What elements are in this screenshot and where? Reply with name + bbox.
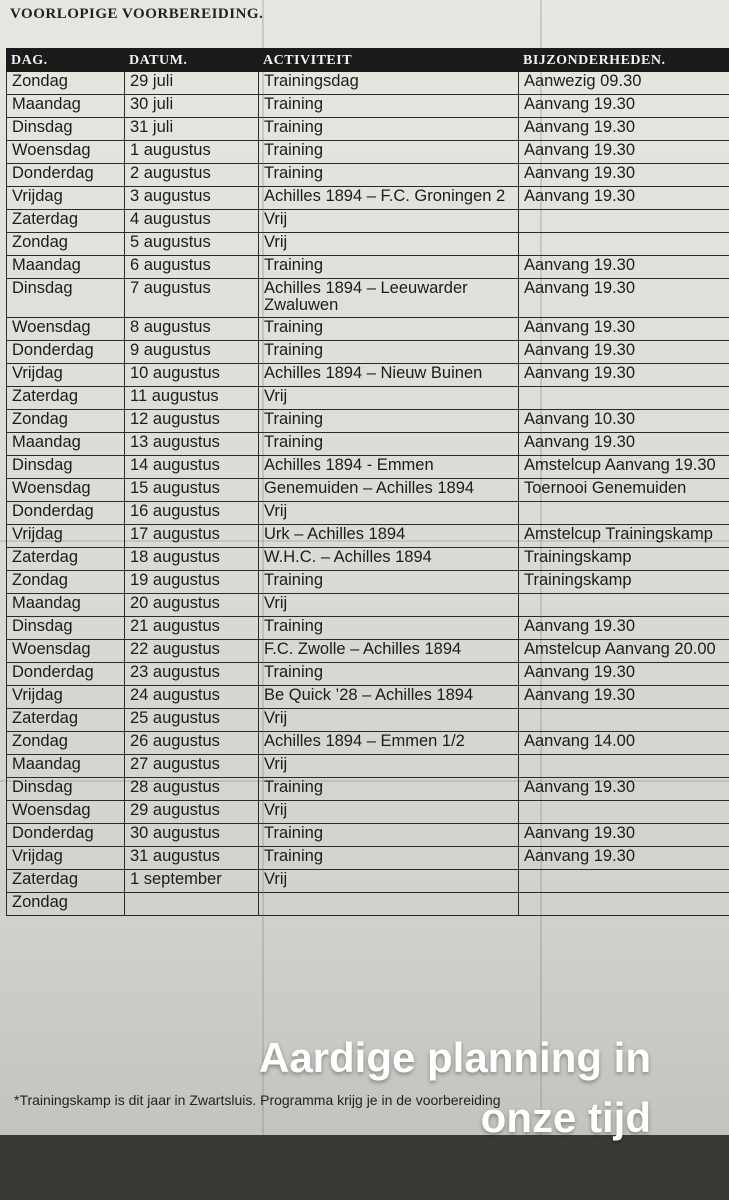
- cell-activiteit: F.C. Zwolle – Achilles 1894: [259, 640, 519, 663]
- cell-bijzonderheden: Aanvang 19.30: [519, 118, 729, 141]
- table-row: [7, 571, 729, 594]
- cell-datum: 27 augustus: [125, 755, 259, 778]
- cell-activiteit: Urk – Achilles 1894: [259, 525, 519, 548]
- table-row: [7, 732, 729, 755]
- cell-activiteit: Trainingsdag: [259, 72, 519, 95]
- cell-dag: Woensdag: [7, 141, 125, 164]
- cell-activiteit: W.H.C. – Achilles 1894: [259, 548, 519, 571]
- cell-bijzonderheden: Aanvang 19.30: [519, 164, 729, 187]
- table-row: [7, 387, 729, 410]
- cell-activiteit: Vrij: [259, 502, 519, 525]
- table-row: [7, 755, 729, 778]
- cell-activiteit: Training: [259, 433, 519, 456]
- cell-bijzonderheden: Trainingskamp: [519, 571, 729, 594]
- cell-activiteit: Training: [259, 824, 519, 847]
- cell-datum: 31 juli: [125, 118, 259, 141]
- cell-bijzonderheden: [519, 709, 729, 732]
- table-row: [7, 801, 729, 824]
- cell-activiteit: Achilles 1894 – Emmen 1/2: [259, 732, 519, 755]
- footnote: *Trainingskamp is dit jaar in Zwartsluis. Programma krijg je in de voorbereiding: [14, 1092, 501, 1108]
- cell-dag: Vrijdag: [7, 847, 125, 870]
- cell-dag: Zaterdag: [7, 548, 125, 571]
- table-row: [7, 893, 729, 916]
- cell-datum: 6 augustus: [125, 256, 259, 279]
- cell-bijzonderheden: Aanvang 10.30: [519, 410, 729, 433]
- cell-activiteit: Training: [259, 571, 519, 594]
- cell-bijzonderheden: [519, 502, 729, 525]
- cell-datum: 11 augustus: [125, 387, 259, 410]
- cell-dag: Donderdag: [7, 824, 125, 847]
- cell-dag: Zaterdag: [7, 210, 125, 233]
- cell-datum: 23 augustus: [125, 663, 259, 686]
- cell-datum: 20 augustus: [125, 594, 259, 617]
- table-row: [7, 72, 729, 95]
- cell-activiteit: Training: [259, 663, 519, 686]
- cell-dag: Woensdag: [7, 318, 125, 341]
- cell-bijzonderheden: Amstelcup Aanvang 19.30: [519, 456, 729, 479]
- cell-dag: Dinsdag: [7, 456, 125, 479]
- table-row: [7, 187, 729, 210]
- cell-dag: Zondag: [7, 732, 125, 755]
- table-row: [7, 341, 729, 364]
- table-row: [7, 617, 729, 640]
- cell-activiteit: Training: [259, 141, 519, 164]
- cell-activiteit: Training: [259, 847, 519, 870]
- caption-line: Aardige planning in: [258, 1034, 651, 1081]
- cell-dag: Donderdag: [7, 502, 125, 525]
- cell-activiteit: Vrij: [259, 210, 519, 233]
- cell-datum: 18 augustus: [125, 548, 259, 571]
- header-bijzonderheden: BIJZONDERHEDEN.: [519, 49, 729, 72]
- header-datum: DATUM.: [125, 49, 259, 72]
- table-row: [7, 870, 729, 893]
- table-row: [7, 279, 729, 318]
- cell-activiteit: Training: [259, 617, 519, 640]
- table-row: [7, 824, 729, 847]
- cell-bijzonderheden: [519, 893, 729, 916]
- cell-activiteit: Training: [259, 118, 519, 141]
- cell-dag: Maandag: [7, 256, 125, 279]
- cell-datum: 30 augustus: [125, 824, 259, 847]
- cell-datum: [125, 893, 259, 916]
- cell-bijzonderheden: [519, 870, 729, 893]
- cell-datum: 28 augustus: [125, 778, 259, 801]
- cell-bijzonderheden: [519, 801, 729, 824]
- table-row: [7, 479, 729, 502]
- cell-datum: 1 september: [125, 870, 259, 893]
- cell-bijzonderheden: Aanvang 19.30: [519, 279, 729, 318]
- cell-activiteit: Achilles 1894 – Nieuw Buinen: [259, 364, 519, 387]
- cell-dag: Donderdag: [7, 341, 125, 364]
- cell-bijzonderheden: [519, 755, 729, 778]
- table-header-row: [7, 49, 729, 72]
- cell-datum: 3 augustus: [125, 187, 259, 210]
- cell-datum: 1 augustus: [125, 141, 259, 164]
- cell-activiteit: Genemuiden – Achilles 1894: [259, 479, 519, 502]
- cell-activiteit: Training: [259, 95, 519, 118]
- cell-dag: Donderdag: [7, 164, 125, 187]
- cell-dag: Zondag: [7, 72, 125, 95]
- cell-dag: Maandag: [7, 755, 125, 778]
- cell-datum: 13 augustus: [125, 433, 259, 456]
- cell-activiteit: Achilles 1894 - Emmen: [259, 456, 519, 479]
- cell-bijzonderheden: Aanvang 19.30: [519, 256, 729, 279]
- cell-dag: Maandag: [7, 95, 125, 118]
- cell-datum: 30 juli: [125, 95, 259, 118]
- cell-bijzonderheden: Amstelcup Trainingskamp: [519, 525, 729, 548]
- cell-bijzonderheden: Aanvang 19.30: [519, 778, 729, 801]
- table-row: [7, 256, 729, 279]
- document-title: VOORLOPIGE VOORBEREIDING.: [10, 6, 264, 22]
- cell-dag: Dinsdag: [7, 778, 125, 801]
- cell-datum: 12 augustus: [125, 410, 259, 433]
- schedule-table: [6, 48, 729, 916]
- cell-dag: Zaterdag: [7, 387, 125, 410]
- cell-dag: Vrijdag: [7, 364, 125, 387]
- schedule-body: [7, 72, 729, 916]
- table-row: [7, 364, 729, 387]
- cell-datum: 7 augustus: [125, 279, 259, 318]
- cell-dag: Woensdag: [7, 479, 125, 502]
- cell-bijzonderheden: Aanvang 19.30: [519, 318, 729, 341]
- cell-bijzonderheden: Aanvang 19.30: [519, 824, 729, 847]
- cell-activiteit: Be Quick ’28 – Achilles 1894: [259, 686, 519, 709]
- cell-bijzonderheden: Aanvang 19.30: [519, 364, 729, 387]
- cell-activiteit: Vrij: [259, 801, 519, 824]
- cell-activiteit: Training: [259, 341, 519, 364]
- table-row: [7, 433, 729, 456]
- cell-activiteit: Vrij: [259, 387, 519, 410]
- cell-bijzonderheden: Aanvang 19.30: [519, 617, 729, 640]
- table-row: [7, 640, 729, 663]
- cell-datum: 25 augustus: [125, 709, 259, 732]
- table-row: [7, 594, 729, 617]
- cell-dag: Zaterdag: [7, 709, 125, 732]
- cell-bijzonderheden: Aanvang 19.30: [519, 95, 729, 118]
- cell-datum: 29 juli: [125, 72, 259, 95]
- table-row: [7, 709, 729, 732]
- cell-dag: Dinsdag: [7, 118, 125, 141]
- cell-bijzonderheden: [519, 387, 729, 410]
- cell-bijzonderheden: Aanvang 19.30: [519, 341, 729, 364]
- cell-activiteit: Vrij: [259, 594, 519, 617]
- table-row: [7, 847, 729, 870]
- cell-activiteit: Vrij: [259, 233, 519, 256]
- cell-bijzonderheden: Aanvang 19.30: [519, 433, 729, 456]
- cell-datum: 2 augustus: [125, 164, 259, 187]
- cell-datum: 22 augustus: [125, 640, 259, 663]
- cell-datum: 26 augustus: [125, 732, 259, 755]
- cell-activiteit: Training: [259, 256, 519, 279]
- cell-datum: 5 augustus: [125, 233, 259, 256]
- cell-datum: 14 augustus: [125, 456, 259, 479]
- cell-dag: Vrijdag: [7, 686, 125, 709]
- cell-datum: 10 augustus: [125, 364, 259, 387]
- table-row: [7, 502, 729, 525]
- table-row: [7, 141, 729, 164]
- cell-bijzonderheden: Aanwezig 09.30: [519, 72, 729, 95]
- cell-datum: 9 augustus: [125, 341, 259, 364]
- cell-dag: Zondag: [7, 410, 125, 433]
- cell-activiteit: Achilles 1894 – F.C. Groningen 2: [259, 187, 519, 210]
- cell-activiteit: Training: [259, 410, 519, 433]
- cell-activiteit: Vrij: [259, 870, 519, 893]
- table-row: [7, 410, 729, 433]
- table-row: [7, 318, 729, 341]
- cell-bijzonderheden: Trainingskamp: [519, 548, 729, 571]
- cell-dag: Dinsdag: [7, 617, 125, 640]
- cell-activiteit: Vrij: [259, 709, 519, 732]
- cell-activiteit: Training: [259, 164, 519, 187]
- story-caption: [259, 1028, 651, 1148]
- cell-dag: Zondag: [7, 233, 125, 256]
- caption-line: onze tijd: [480, 1094, 651, 1141]
- cell-activiteit: Training: [259, 318, 519, 341]
- table-row: [7, 548, 729, 571]
- cell-bijzonderheden: [519, 210, 729, 233]
- cell-bijzonderheden: Aanvang 19.30: [519, 663, 729, 686]
- cell-dag: Dinsdag: [7, 279, 125, 318]
- cell-dag: Zondag: [7, 571, 125, 594]
- cell-dag: Woensdag: [7, 640, 125, 663]
- table-row: [7, 663, 729, 686]
- cell-activiteit: Vrij: [259, 755, 519, 778]
- table-row: [7, 233, 729, 256]
- table-row: [7, 210, 729, 233]
- cell-bijzonderheden: Aanvang 14.00: [519, 732, 729, 755]
- table-row: [7, 778, 729, 801]
- cell-bijzonderheden: [519, 233, 729, 256]
- cell-dag: Zondag: [7, 893, 125, 916]
- cell-dag: Zaterdag: [7, 870, 125, 893]
- cell-datum: 31 augustus: [125, 847, 259, 870]
- cell-activiteit: Achilles 1894 – Leeuwarder Zwaluwen: [259, 279, 519, 318]
- cell-bijzonderheden: Aanvang 19.30: [519, 141, 729, 164]
- cell-bijzonderheden: Aanvang 19.30: [519, 847, 729, 870]
- cell-dag: Donderdag: [7, 663, 125, 686]
- cell-activiteit: [259, 893, 519, 916]
- table-row: [7, 95, 729, 118]
- cell-bijzonderheden: Toernooi Genemuiden: [519, 479, 729, 502]
- cell-datum: 15 augustus: [125, 479, 259, 502]
- header-dag: DAG.: [7, 49, 125, 72]
- cell-datum: 19 augustus: [125, 571, 259, 594]
- cell-datum: 4 augustus: [125, 210, 259, 233]
- cell-datum: 17 augustus: [125, 525, 259, 548]
- cell-dag: Maandag: [7, 594, 125, 617]
- table-row: [7, 164, 729, 187]
- table-row: [7, 686, 729, 709]
- cell-datum: 29 augustus: [125, 801, 259, 824]
- cell-dag: Vrijdag: [7, 525, 125, 548]
- cell-activiteit: Training: [259, 778, 519, 801]
- table-row: [7, 118, 729, 141]
- cell-dag: Maandag: [7, 433, 125, 456]
- cell-dag: Vrijdag: [7, 187, 125, 210]
- cell-datum: 21 augustus: [125, 617, 259, 640]
- cell-datum: 8 augustus: [125, 318, 259, 341]
- cell-bijzonderheden: Aanvang 19.30: [519, 187, 729, 210]
- cell-bijzonderheden: [519, 594, 729, 617]
- cell-datum: 24 augustus: [125, 686, 259, 709]
- table-row: [7, 456, 729, 479]
- cell-bijzonderheden: Aanvang 19.30: [519, 686, 729, 709]
- cell-bijzonderheden: Amstelcup Aanvang 20.00: [519, 640, 729, 663]
- cell-dag: Woensdag: [7, 801, 125, 824]
- table-row: [7, 525, 729, 548]
- header-activiteit: ACTIVITEIT: [259, 49, 519, 72]
- cell-datum: 16 augustus: [125, 502, 259, 525]
